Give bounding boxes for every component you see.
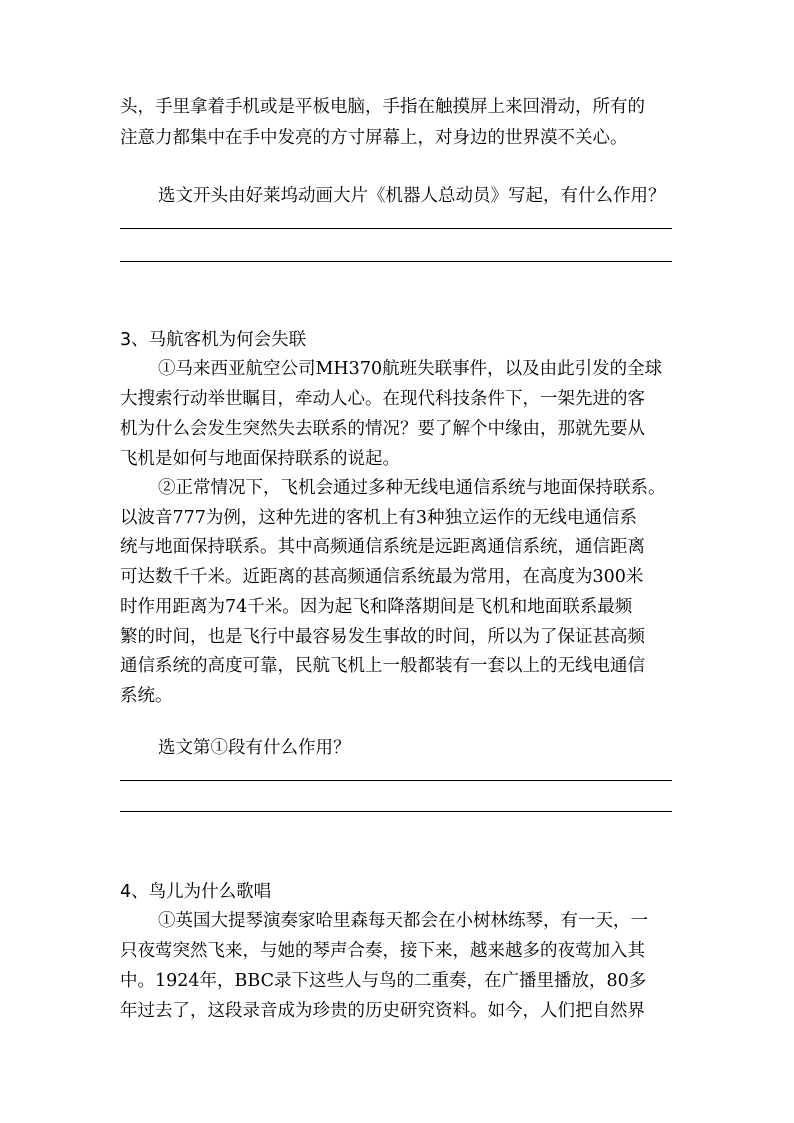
question-1: 选文开头由好莱坞动画大片《机器人总动员》写起，有什么作用？ xyxy=(158,186,666,206)
section-3-line-4: 飞机是如何与地面保持联系的说起。 xyxy=(120,449,400,469)
section-3-line-12: 系统。 xyxy=(120,686,173,706)
section-3-line-2: 大搜索行动举世瞩目，牵动人心。在现代科技条件下，一架先进的客 xyxy=(120,389,645,409)
section-4-line-3: 中。1924年，BBC录下这些人与鸟的二重奏，在广播里播放，80多 xyxy=(120,971,647,991)
section-3-line-8: 可达数千千米。近距离的甚高频通信系统最为常用，在高度为300米 xyxy=(120,567,644,587)
section-3-line-9: 时作用距离为74千米。因为起飞和降落期间是飞机和地面联系最频 xyxy=(120,597,633,617)
section-3-line-11: 通信系统的高度可靠，民航飞机上一般都装有一套以上的无线电通信 xyxy=(120,656,645,676)
answer-line[interactable] xyxy=(120,780,672,781)
answer-line[interactable] xyxy=(120,811,672,812)
answer-line[interactable] xyxy=(120,261,672,262)
intro-line-1: 头，手里拿着手机或是平板电脑，手指在触摸屏上来回滑动，所有的 xyxy=(120,97,645,117)
section-3-line-3: 机为什么会发生突然失去联系的情况？要了解个中缘由，那就先要从 xyxy=(120,419,645,439)
intro-line-2: 注意力都集中在手中发亮的方寸屏幕上，对身边的世界漠不关心。 xyxy=(120,128,628,148)
section-3-line-5: ②正常情况下，飞机会通过多种无线电通信系统与地面保持联系。 xyxy=(158,478,666,498)
answer-line[interactable] xyxy=(120,228,672,229)
section-4-line-2: 只夜莺突然飞来，与她的琴声合奏，接下来，越来越多的夜莺加入其 xyxy=(120,941,645,961)
question-2: 选文第①段有什么作用？ xyxy=(158,738,351,758)
section-3-line-6: 以波音777为例，这种先进的客机上有3种独立运作的无线电通信系 xyxy=(120,508,638,528)
section-4-line-1: ①英国大提琴演奏家哈里森每天都会在小树林练琴，有一天，一 xyxy=(158,911,648,931)
section-3-heading: 3、马航客机为何会失联 xyxy=(120,330,307,350)
section-3-line-10: 繁的时间，也是飞行中最容易发生事故的时间，所以为了保证甚高频 xyxy=(120,627,645,647)
section-3-line-1: ①马来西亚航空公司MH370航班失联事件，以及由此引发的全球 xyxy=(158,359,663,379)
section-4-heading: 4、鸟儿为什么歌唱 xyxy=(120,882,272,902)
section-3-line-7: 统与地面保持联系。其中高频通信系统是远距离通信系统，通信距离 xyxy=(120,537,645,557)
section-4-line-4: 年过去了，这段录音成为珍贵的历史研究资料。如今，人们把自然界 xyxy=(120,1001,645,1021)
